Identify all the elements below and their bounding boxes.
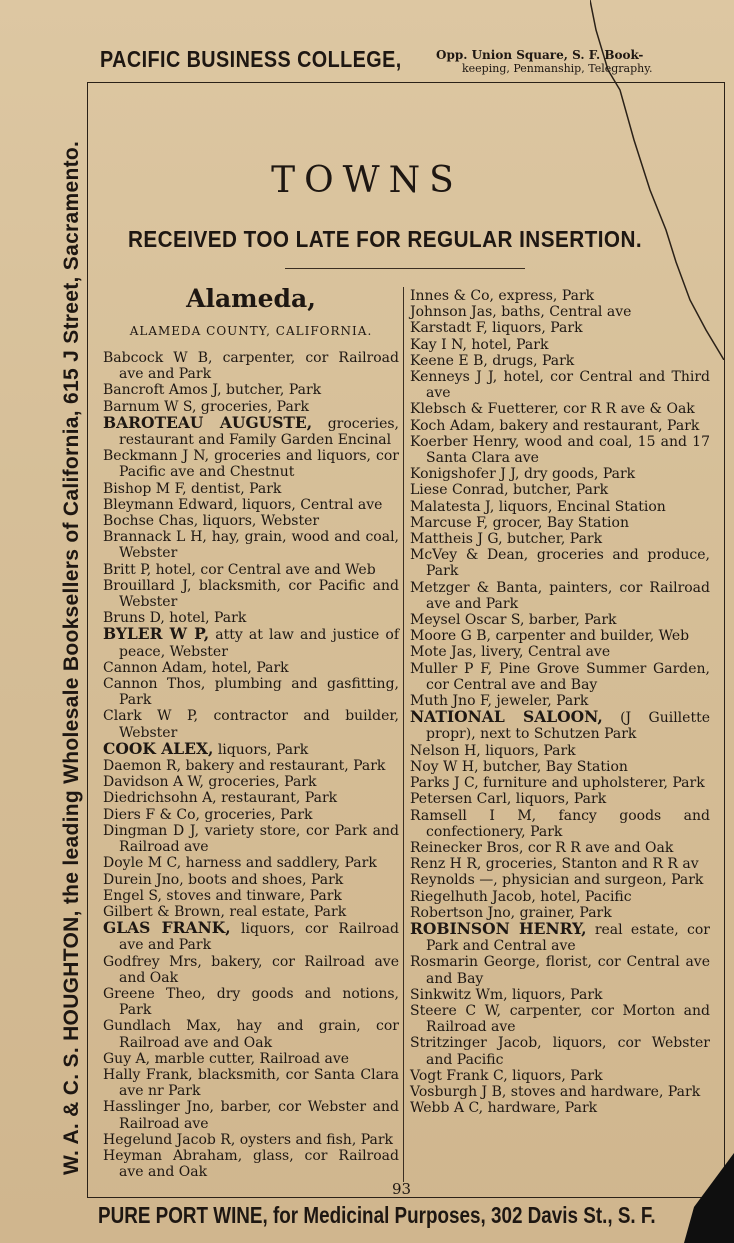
directory-entry [103,774,399,790]
directory-entry [103,513,399,529]
directory-entry [410,872,710,888]
directory-entry [410,1084,710,1100]
entry-text: Godfrey Mrs, bakery, cor Railroad ave and Oak [103,953,399,986]
directory-entry [103,823,399,855]
entry-text: Reynolds —, physician and surgeon, Park [410,872,704,889]
entry-text: Gundlach Max, hay and grain, cor Railroad ave and Oak [103,1018,399,1051]
entry-text: Heyman Abraham, glass, cor Railroad ave and Oak [103,1147,399,1181]
directory-entry [103,1018,399,1050]
directory-entry [103,1148,399,1180]
directory-entry [103,1051,399,1067]
directory-entry [103,448,399,480]
town-name: Alameda, [186,284,316,313]
directory-entry [103,660,399,676]
directory-entry [410,1035,710,1067]
directory-entry [103,872,399,888]
entry-text: Noy W H, butcher, Bay Station [410,758,628,775]
directory-entry [410,918,710,955]
entry-text: Babcock W B, carpenter, cor Railroad ave and Park [103,350,399,383]
entry-text: Cannon Thos, plumbing and gasfitting, Park [103,676,399,709]
entry-text: Riegelhuth Jacob, hotel, Pacific [410,888,632,905]
entry-text: Bochse Chas, liquors, Webster [103,513,320,530]
entry-text: Parks J C, furniture and upholsterer, Park [410,775,705,792]
entry-text: Liese Conrad, butcher, Park [410,482,609,499]
entry-text: liquors, cor Railroad ave and Park [119,921,399,954]
entry-text: Konigshofer J J, dry goods, Park [410,466,636,483]
directory-entry [103,497,399,513]
entry-text: liquors, Park [213,741,309,758]
entry-text: Ramsell I M, fancy goods and confectionery, Park [410,807,710,840]
entry-text: real estate, cor Park and Central ave [426,921,710,955]
directory-entry [103,708,399,740]
column-divider [403,287,404,1182]
entry-text: Greene Theo, dry goods and notions, Park [103,985,399,1019]
entry-text: Johnson Jas, baths, Central ave [410,304,632,321]
directory-entry [410,628,710,644]
entry-text: Davidson A W, groceries, Park [103,774,317,791]
directory-entry [410,612,710,628]
directory-entry [103,1067,399,1099]
entry-text: Innes & Co, express, Park [410,288,595,304]
entry-text: Barnum W S, groceries, Park [103,398,309,415]
directory-entry [103,626,399,659]
directory-entry [410,709,710,742]
directory-entry [410,954,710,986]
directory-entry [103,350,399,382]
entry-text: Doyle M C, harness and saddlery, Park [103,855,377,872]
entry-text: Vogt Frank C, liquors, Park [410,1067,603,1084]
entry-text: Robertson Jno, grainer, Park [410,904,612,921]
entry-bold-name: BAROTEAU AUGUSTE, [103,412,313,432]
entry-text: Webb A C, hardware, Park [410,1100,598,1117]
entry-text: Hegelund Jacob R, oysters and fish, Park [103,1131,394,1148]
directory-entry [410,531,710,547]
directory-entry [103,481,399,497]
heading-rule [285,268,525,269]
entry-text: Diedrichsohn A, restaurant, Park [103,790,338,807]
directory-entry [410,515,710,531]
entry-text: Malatesta J, liquors, Encinal Station [410,498,666,515]
directory-entry [410,418,710,434]
directory-entry [103,382,399,398]
entry-text: Vosburgh J B, stoves and hardware, Park [410,1083,701,1100]
entry-text: Bruns D, hotel, Park [103,610,247,627]
entry-text: Brannack L H, hay, grain, wood and coal, Webster [103,529,399,562]
entry-text: Bleymann Edward, liquors, Central ave [103,496,383,513]
county-name: ALAMEDA COUNTY, CALIFORNIA. [129,324,373,338]
entry-bold-name: ROBINSON HENRY, [410,918,587,938]
page-number: 93 [392,1180,412,1198]
directory-entry [103,954,399,986]
entry-text: Daemon R, bakery and restaurant, Park [103,758,386,775]
entry-text: Mote Jas, livery, Central ave [410,644,611,661]
entry-text: Hasslinger Jno, barber, cor Webster and Railroad ave [103,1099,399,1132]
entry-text: Renz H R, groceries, Stanton and R R av [410,856,699,873]
page-subheading: RECEIVED TOO LATE FOR REGULAR INSERTION. [128,226,643,252]
entry-text: Marcuse F, grocer, Bay Station [410,514,629,531]
entry-text: (J Guillette propr), next to Schutzen Park [426,710,710,743]
directory-entry [410,466,710,482]
entry-text: Stritzinger Jacob, liquors, cor Webster and Pacific [410,1035,710,1068]
directory-entry [410,791,710,807]
directory-entry [410,661,710,693]
directory-entry [410,889,710,905]
directory-entry [103,986,399,1018]
bottom-advertisement: PURE PORT WINE, for Medicinal Purposes, 302 Davis St., S. F. [98,1202,656,1228]
directory-entry [103,920,399,953]
entry-text: Cannon Adam, hotel, Park [103,659,289,676]
entry-text: Diers F & Co, groceries, Park [103,806,313,823]
directory-entry [103,855,399,871]
directory-entry [103,758,399,774]
entry-text: Klebsch & Fuetterer, cor R R ave & Oak [410,401,695,418]
directory-entry [103,562,399,578]
entry-text: Muller P F, Pine Grove Summer Garden, cor Central ave and Bay [410,660,710,693]
entry-text: Kenneys J J, hotel, cor Central and Third ave [410,369,710,402]
directory-entry [103,676,399,708]
entry-text: Clark W P, contractor and builder, Webster [103,708,399,741]
top-ad-main: PACIFIC BUSINESS COLLEGE, [100,46,402,72]
directory-entry [103,790,399,806]
entry-text: atty at law and justice of peace, Webster [119,627,399,660]
entry-text: Britt P, hotel, cor Central ave and Web [103,561,376,578]
entry-text: Guy A, marble cutter, Railroad ave [103,1050,350,1067]
directory-entry [410,856,710,872]
entry-bold-name: BYLER W P, [103,624,210,644]
directory-entry [410,644,710,660]
directory-entry [103,412,399,449]
page-heading: TOWNS [271,160,463,201]
directory-entry [410,987,710,1003]
entry-text: Dingman D J, variety store, cor Park and Railroad ave [103,822,399,856]
entry-bold-name: GLAS FRANK, [103,918,231,938]
entry-text: Beckmann J N, groceries and liquors, cor Pacific ave and Chestnut [103,448,399,481]
directory-entry [410,401,710,417]
top-ad-line2: keeping, Penmanship, Telegraphy. [462,62,653,75]
directory-entry [410,369,710,401]
entry-text: Hally Frank, blacksmith, cor Santa Clara ave nr Park [103,1066,399,1100]
entry-text: Koerber Henry, wood and coal, 15 and 17 Santa Clara ave [410,433,710,467]
entry-text: Moore G B, carpenter and builder, Web [410,628,690,645]
entry-text: Engel S, stoves and tinware, Park [103,887,342,904]
entry-text: Meysel Oscar S, barber, Park [410,612,617,629]
directory-entry [410,1003,710,1035]
directory-entry [410,499,710,515]
entry-text: McVey & Dean, groceries and produce, Park [410,547,710,580]
entry-text: Muth Jno F, jeweler, Park [410,693,589,710]
directory-entry [410,580,710,612]
entry-text: Bishop M F, dentist, Park [103,480,282,497]
entry-text: Rosmarin George, florist, cor Central ave and Bay [410,954,710,987]
entry-text: Keene E B, drugs, Park [410,352,575,369]
entry-text: Reinecker Bros, cor R R ave and Oak [410,839,674,856]
directory-entry [103,578,399,610]
directory-entry [410,775,710,791]
top-ad-line1: Opp. Union Square, S. F. Book- [436,48,644,62]
directory-entry [410,482,710,498]
directory-entry [103,738,399,758]
directory-entry [410,434,710,466]
entry-text: Nelson H, liquors, Park [410,742,576,759]
entry-text: Steere C W, carpenter, cor Morton and Railroad ave [410,1002,710,1036]
directory-entry [410,808,710,840]
entry-text: Brouillard J, blacksmith, cor Pacific and Webster [103,577,399,611]
entry-text: Gilbert & Brown, real estate, Park [103,903,347,920]
directory-entry [103,888,399,904]
directory-entry [103,529,399,561]
right-column [410,288,710,1116]
entry-text: Durein Jno, boots and shoes, Park [103,871,344,888]
entry-text: Petersen Carl, liquors, Park [410,791,607,808]
entry-text: Kay I N, hotel, Park [410,336,549,353]
entry-bold-name: COOK ALEX, [103,738,214,758]
entry-text: Bancroft Amos J, butcher, Park [103,382,322,399]
directory-entry [410,743,710,759]
directory-entry [410,759,710,775]
directory-entry [410,1100,710,1116]
left-column [103,350,399,1180]
directory-entry [410,547,710,579]
directory-entry [410,840,710,856]
directory-entry [103,807,399,823]
entry-bold-name: NATIONAL SALOON, [410,707,603,727]
directory-entry [103,1099,399,1131]
entry-text: Koch Adam, bakery and restaurant, Park [410,417,700,434]
entry-text: Karstadt F, liquors, Park [410,320,583,337]
entry-text: Metzger & Banta, painters, cor Railroad ave and Park [410,579,710,612]
entry-text: Sinkwitz Wm, liquors, Park [410,986,603,1003]
directory-entry [103,1132,399,1148]
entry-text: groceries, restaurant and Family Garden Encinal [119,415,399,449]
paper-tear-line [590,0,730,360]
side-advertisement: W. A. & C. S. HOUGHTON, the leading Wholesale Booksellers of California, 615 J Street, Sacramento. [60,140,83,1175]
directory-entry [410,1068,710,1084]
entry-text: Mattheis J G, butcher, Park [410,531,603,548]
